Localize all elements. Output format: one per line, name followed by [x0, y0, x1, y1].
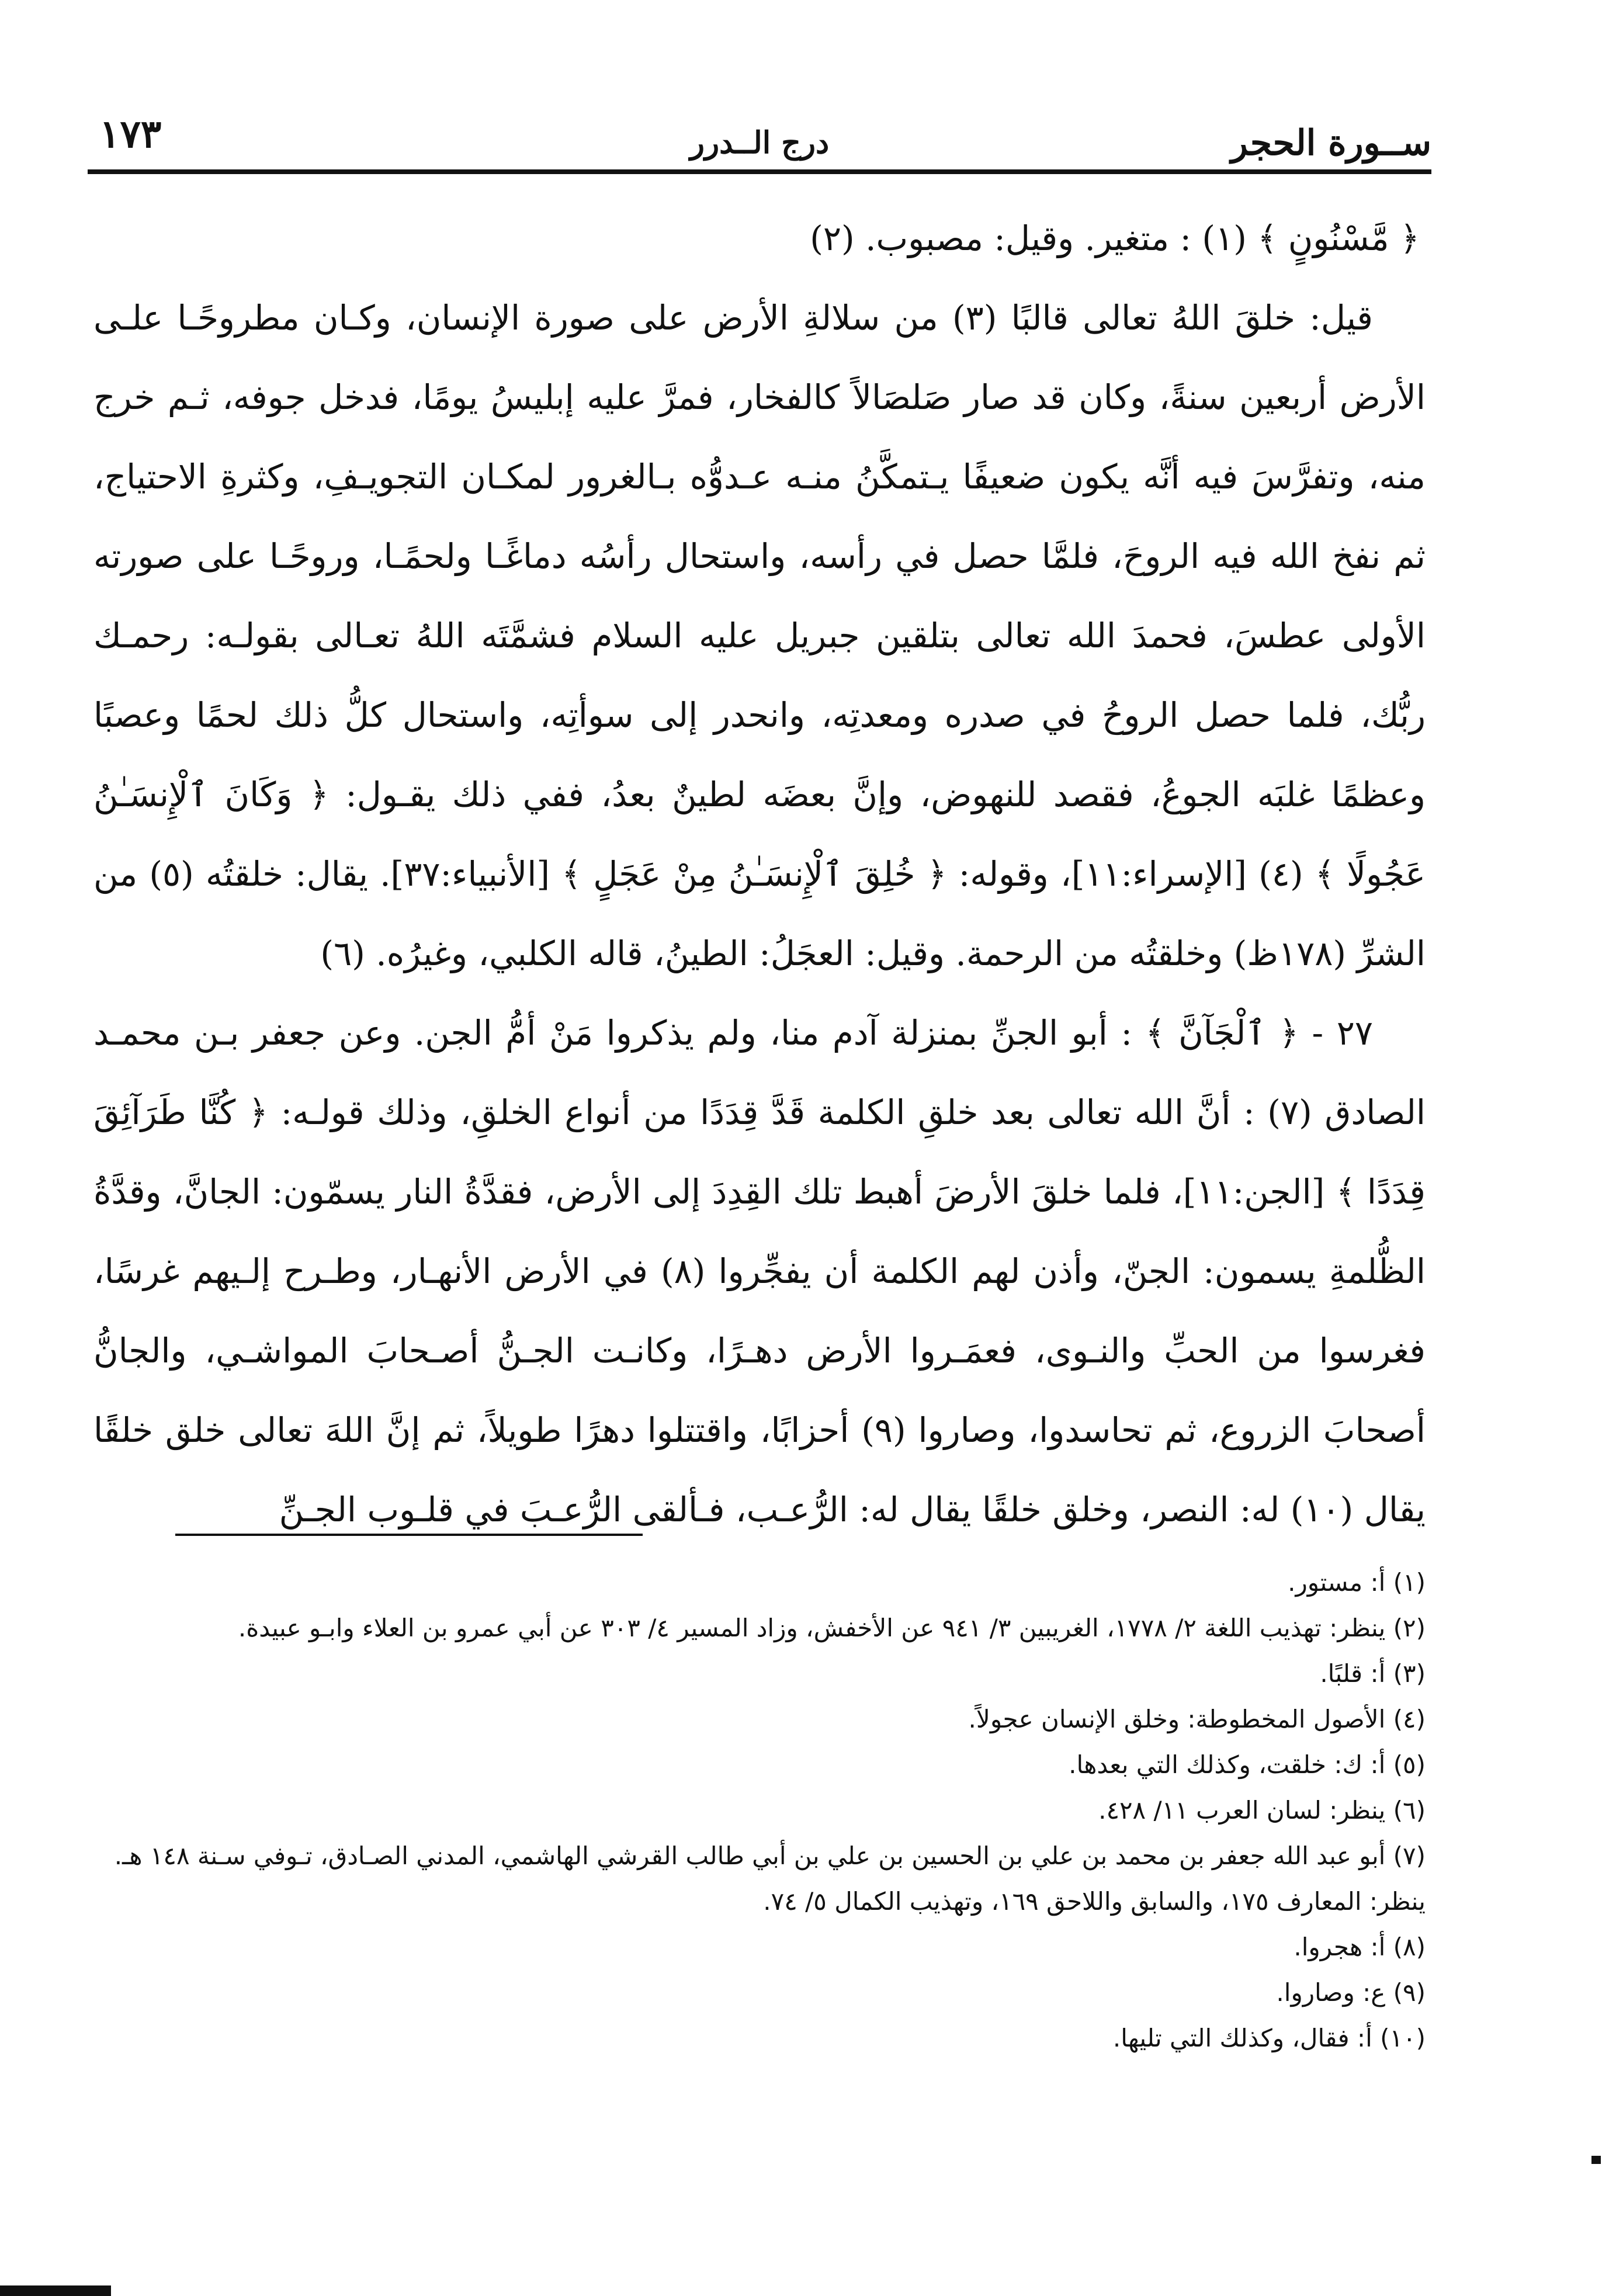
scan-edge-bar — [0, 2285, 111, 2296]
footnote: (٦) ينظر: لسان العرب ١١/ ٤٢٨. — [1098, 1796, 1426, 1825]
footnote: (١) أ: مستور. — [1288, 1568, 1426, 1597]
running-header — [88, 111, 1431, 175]
footnote: (٢) ينظر: تهذيب اللغة ٢/ ١٧٧٨، الغريبين ٣/ ٩٤١ عن الأخفش، وزاد المسير ٤/ ٣٠٣ عن أبي عمرو بن العلاء وابـو عبيدة. — [238, 1614, 1426, 1642]
header-rule — [88, 169, 1431, 174]
footnote: (٨) أ: هجروا. — [1294, 1933, 1426, 1961]
footnotes — [93, 1560, 1426, 2061]
surah-title: ســورة الحجر — [1230, 123, 1431, 164]
footnote-separator — [175, 1534, 643, 1536]
page-number: ١٧٣ — [99, 111, 162, 157]
footnote: (٧) أبو عبد الله جعفر بن محمد بن علي بن الحسين بن علي بن أبي طالب القرشي الهاشمي، المدني الصـادق، تـوفي سـنة ١٤٨ هـ. ينظر: المعارف ١٧٥، والسابق واللاحق ١٦٩، وتهذيب الكمال ٥/ ٧٤. — [114, 1841, 1426, 1916]
book-title: درج الــدرر — [689, 125, 830, 161]
paragraph-verse-27: ٢٧ - ﴿ ٱلْجَآنَّ ﴾ : أبو الجنِّ بمنزلة آدم منا، ولم يذكروا مَنْ أمُّ الجن. وعن جعفر بـن محمـد الصادق (٧) : أنَّ الله تعالى بعد خلقِ الكلمة قَدَّ قِدَدًا من أنواع الخلقِ، وذلك قولـه: ﴿ كُنَّا طَرَآئِقَ قِدَدًا ﴾ [الجن:١١]، فلما خلقَ الأرضَ أهبط تلك القِدِدَ إلى الأرض، فقدَّةُ النار يسمّون: الجانَّ، وقدَّةُ الظُّلمةِ يسمون: الجنّ، وأذن لهم الكلمة أن يفجِّروا (٨) في الأرض الأنهـار، وطـرح إلـيهم غرسًا، فغرسوا من الحبِّ والنـوى، فعمَـروا الأرض دهـرًا، وكانـت الجـنُّ أصـحابَ المواشـي، والجانُّ أصحابَ الزروع، ثم تحاسدوا، وصاروا (٩) أحزابًا، واقتتلوا دهرًا طويلاً، ثم إنَّ اللهَ تعالى خلق خلقًا يقال (١٠) له: النصر، وخلق خلقًا يقال له: الرُّعـب، فـألقى الرُّعـبَ في قلـوب الجـنِّ — [93, 1013, 1426, 1529]
book-page — [88, 99, 1431, 2232]
scan-mark — [1591, 2156, 1601, 2164]
footnote: (٥) أ: ك: خلقت، وكذلك التي بعدها. — [1069, 1750, 1426, 1779]
main-text — [93, 199, 1426, 1549]
footnote: (٣) أ: قلبًا. — [1320, 1659, 1426, 1688]
footnote: (٤) الأصول المخطوطة: وخلق الإنسان عجولاً. — [968, 1705, 1426, 1733]
footnote: (١٠) أ: فقال، وكذلك التي تليها. — [1112, 2024, 1426, 2052]
paragraph-masnun: ﴿ مَّسْنُونٍ ﴾ (١) : متغير. وقيل: مصبوب. (٢) — [810, 218, 1420, 258]
paragraph-creation: قيل: خلقَ اللهُ تعالى قالبًا (٣) من سلالةِ الأرض على صورة الإنسان، وكـان مطروحًـا علـى الأرض أربعين سنةً، وكان قد صار صَلصَالاً كالفخار، فمرَّ عليه إبليسُ يومًا، فدخل جوفه، ثـم خرج منه، وتفرَّسَ فيه أنَّه يكون ضعيفًا يـتمكَّنُ منـه عـدوُّه بـالغرور لمكـان التجويـفِ، وكثرةِ الاحتياج، ثم نفخ الله فيه الروحَ، فلمَّا حصل في رأسه، واستحال رأسُه دماغًـا ولحمًـا، وروحًـا على صورته الأولى عطسَ، فحمدَ الله تعالى بتلقين جبريل عليه السلام فشمَّتَه اللهُ تعـالى بقولـه: رحمـك ربُّك، فلما حصل الروحُ في صدره ومعدتِه، وانحدر إلى سوأتِه، واستحال كلُّ ذلك لحمًا وعصبًا وعظمًا غلبَه الجوعُ، فقصد للنهوض، وإنَّ بعضَه لطينٌ بعدُ، ففي ذلك يقـول: ﴿ وَكَانَ ٱلْإِنسَـٰنُ عَجُولًا ﴾ (٤) [الإسراء:١١]، وقوله: ﴿ خُلِقَ ٱلْإِنسَـٰنُ مِنْ عَجَلٍ ﴾ [الأنبياء:٣٧]. يقال: خلقتُه (٥) من الشرِّ (١٧٨ظ) وخلقتُه من الرحمة. وقيل: العجَلُ: الطينُ، قاله الكلبي، وغيرُه. (٦) — [93, 298, 1426, 973]
footnote: (٩) ع: وصاروا. — [1276, 1978, 1426, 2007]
